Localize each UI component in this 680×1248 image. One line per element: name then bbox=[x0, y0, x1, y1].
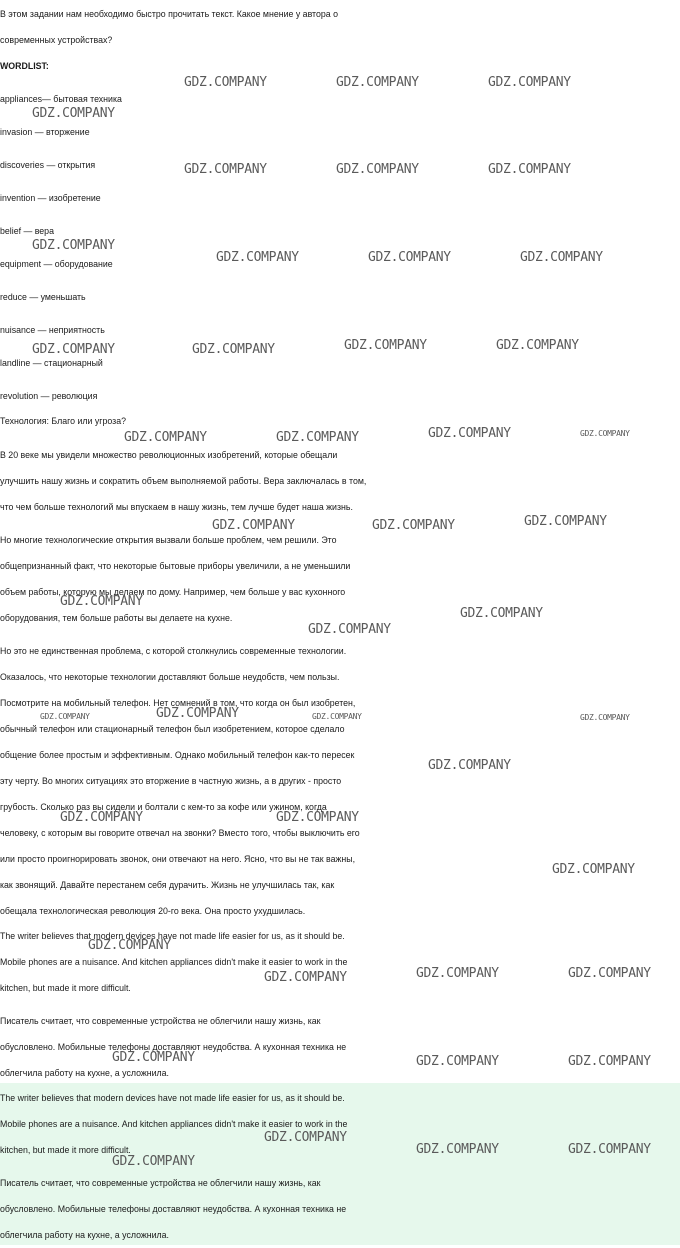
paragraph-line: Посмотрите на мобильный телефон. Нет сомнений в том, что когда он был изобретен, bbox=[0, 698, 356, 708]
paragraph-line: общение более простым и эффективным. Однако мобильный телефон как-то пересек bbox=[0, 750, 355, 760]
paragraph-line: обычный телефон или стационарный телефон был изобретением, которое сделало bbox=[0, 724, 345, 734]
paragraph-line: В 20 веке мы увидели множество революционных изобретений, которые обещали bbox=[0, 450, 338, 460]
watermark: GDZ.COMPANY bbox=[568, 1142, 651, 1157]
highlight-en-line: kitchen, but made it more difficult. bbox=[0, 1145, 131, 1155]
wordlist-item: invasion — вторжение bbox=[0, 127, 90, 137]
paragraph-line: оборудования, тем больше работы вы делаете на кухне. bbox=[0, 613, 233, 623]
watermark: GDZ.COMPANY bbox=[216, 250, 299, 265]
watermark: GDZ.COMPANY bbox=[264, 1130, 347, 1145]
wordlist-item: landline — стационарный bbox=[0, 358, 103, 368]
answer-en-line: kitchen, but made it more difficult. bbox=[0, 983, 131, 993]
watermark: GDZ.COMPANY bbox=[124, 430, 207, 445]
watermark: GDZ.COMPANY bbox=[32, 238, 115, 253]
wordlist-item: revolution — революция bbox=[0, 391, 98, 401]
highlight-en-line: The writer believes that modern devices have not made life easier for us, as it should be. bbox=[0, 1093, 345, 1103]
answer-en-line: Mobile phones are a nuisance. And kitchen appliances didn't make it easier to work in the bbox=[0, 957, 348, 967]
watermark: GDZ.COMPANY bbox=[368, 250, 451, 265]
watermark: GDZ.COMPANY bbox=[184, 75, 267, 90]
paragraph-line: обещала технологическая революция 20-го века. Она просто ухудшилась. bbox=[0, 906, 306, 916]
watermark: GDZ.COMPANY bbox=[336, 75, 419, 90]
paragraph-line: общепризнанный факт, что некоторые бытовые приборы увеличили, а не уменьшили bbox=[0, 561, 351, 571]
paragraph-line: Но это не единственная проблема, с которой столкнулись современные технологии. bbox=[0, 646, 347, 656]
watermark: GDZ.COMPANY bbox=[40, 712, 90, 721]
watermark: GDZ.COMPANY bbox=[488, 75, 571, 90]
watermark: GDZ.COMPANY bbox=[568, 966, 651, 981]
watermark: GDZ.COMPANY bbox=[32, 342, 115, 357]
watermark: GDZ.COMPANY bbox=[416, 1142, 499, 1157]
watermark: GDZ.COMPANY bbox=[344, 338, 427, 353]
watermark: GDZ.COMPANY bbox=[276, 430, 359, 445]
watermark: GDZ.COMPANY bbox=[428, 426, 511, 441]
watermark: GDZ.COMPANY bbox=[488, 162, 571, 177]
watermark: GDZ.COMPANY bbox=[520, 250, 603, 265]
watermark: GDZ.COMPANY bbox=[184, 162, 267, 177]
answer-en-line: The writer believes that modern devices have not made life easier for us, as it should be. bbox=[0, 931, 345, 941]
paragraph-line: Но многие технологические открытия вызвали больше проблем, чем решили. Это bbox=[0, 535, 337, 545]
paragraph-line: человеку, с которым вы говорите отвечал на звонки? Вместо того, чтобы выключить его bbox=[0, 828, 360, 838]
highlight-en-line: Mobile phones are a nuisance. And kitchen appliances didn't make it easier to work in the bbox=[0, 1119, 348, 1129]
paragraph-line: или просто проигнорировать звонок, они отвечают на него. Ясно, что вы не так важны, bbox=[0, 854, 356, 864]
watermark: GDZ.COMPANY bbox=[336, 162, 419, 177]
watermark: GDZ.COMPANY bbox=[212, 518, 295, 533]
wordlist-item: discoveries — открытия bbox=[0, 160, 96, 170]
watermark: GDZ.COMPANY bbox=[460, 606, 543, 621]
intro-line-2: современных устройствах? bbox=[0, 35, 113, 45]
wordlist-label: WORDLIST: bbox=[0, 61, 49, 71]
answer-ru-line: облегчила работу на кухне, а усложнила. bbox=[0, 1068, 169, 1078]
paragraph-line: что чем больше технологий мы впускаем в нашу жизнь, тем лучше будет наша жизнь. bbox=[0, 502, 353, 512]
watermark: GDZ.COMPANY bbox=[88, 938, 171, 953]
answer-ru-line: обусловлено. Мобильные телефоны доставляют неудобства. А кухонная техника не bbox=[0, 1042, 347, 1052]
wordlist-item: invention — изобретение bbox=[0, 193, 101, 203]
paragraph-line: эту черту. Во многих ситуациях это вторжение в частную жизнь, а в других - просто bbox=[0, 776, 342, 786]
watermark: GDZ.COMPANY bbox=[156, 706, 239, 721]
wordlist-item: belief — вера bbox=[0, 226, 54, 236]
watermark: GDZ.COMPANY bbox=[312, 712, 362, 721]
highlight-ru-line: Писатель считает, что современные устройства не облегчили нашу жизнь, как bbox=[0, 1178, 321, 1188]
wordlist-item: nuisance — неприятность bbox=[0, 325, 105, 335]
wordlist-item: appliances— бытовая техника bbox=[0, 94, 122, 104]
article-title: Технология: Благо или угроза? bbox=[0, 416, 126, 426]
paragraph-line: Оказалось, что некоторые технологии доставляют больше неудобств, чем пользы. bbox=[0, 672, 340, 682]
watermark: GDZ.COMPANY bbox=[112, 1154, 195, 1169]
intro-line-1: В этом задании нам необходимо быстро прочитать текст. Какое мнение у автора о bbox=[0, 9, 338, 19]
watermark: GDZ.COMPANY bbox=[552, 862, 635, 877]
paragraph-line: как звонящий. Давайте перестанем себя дурачить. Жизнь не улучшилась так, как bbox=[0, 880, 335, 890]
watermark: GDZ.COMPANY bbox=[308, 622, 391, 637]
watermark: GDZ.COMPANY bbox=[60, 810, 143, 825]
paragraph-line: объем работы, которую мы делаем по дому. Например, чем больше у вас кухонного bbox=[0, 587, 346, 597]
watermark: GDZ.COMPANY bbox=[276, 810, 359, 825]
watermark: GDZ.COMPANY bbox=[264, 970, 347, 985]
paragraph-line: грубость. Сколько раз вы сидели и болтали с кем-то за кофе или ужином, когда bbox=[0, 802, 327, 812]
watermark: GDZ.COMPANY bbox=[568, 1054, 651, 1069]
wordlist-item: equipment — оборудование bbox=[0, 259, 113, 269]
watermark: GDZ.COMPANY bbox=[372, 518, 455, 533]
highlight-ru-line: обусловлено. Мобильные телефоны доставляют неудобства. А кухонная техника не bbox=[0, 1204, 347, 1214]
highlight-ru-line: облегчила работу на кухне, а усложнила. bbox=[0, 1230, 169, 1240]
watermark: GDZ.COMPANY bbox=[60, 594, 143, 609]
watermark: GDZ.COMPANY bbox=[580, 429, 630, 438]
watermark: GDZ.COMPANY bbox=[32, 106, 115, 121]
watermark: GDZ.COMPANY bbox=[416, 1054, 499, 1069]
watermark: GDZ.COMPANY bbox=[192, 342, 275, 357]
watermark: GDZ.COMPANY bbox=[524, 514, 607, 529]
answer-ru-line: Писатель считает, что современные устройства не облегчили нашу жизнь, как bbox=[0, 1016, 321, 1026]
wordlist-item: reduce — уменьшать bbox=[0, 292, 86, 302]
paragraph-line: улучшить нашу жизнь и сократить объем выполняемой работы. Вера заключалась в том, bbox=[0, 476, 367, 486]
watermark: GDZ.COMPANY bbox=[112, 1050, 195, 1065]
watermark: GDZ.COMPANY bbox=[428, 758, 511, 773]
watermark: GDZ.COMPANY bbox=[416, 966, 499, 981]
watermark: GDZ.COMPANY bbox=[496, 338, 579, 353]
watermark: GDZ.COMPANY bbox=[580, 713, 630, 722]
